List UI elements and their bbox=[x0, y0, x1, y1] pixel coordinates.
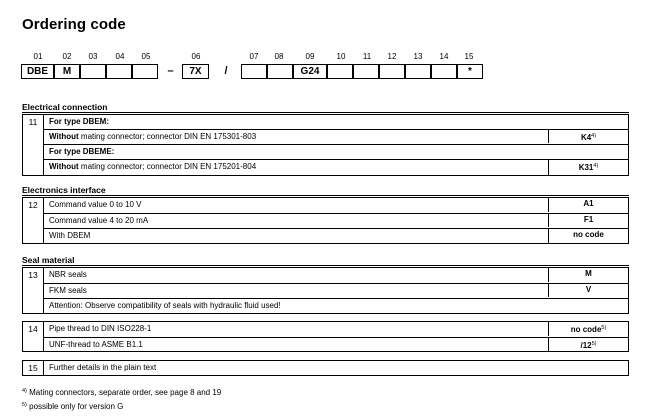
position-number: 15 bbox=[464, 52, 474, 61]
code-box-04 bbox=[106, 64, 132, 79]
code-box-09: G24 bbox=[293, 64, 327, 79]
row-label: NBR seals bbox=[49, 270, 87, 279]
thread-table bbox=[22, 321, 629, 352]
code-box-15: * bbox=[457, 64, 483, 79]
code-box-03 bbox=[80, 64, 106, 79]
row-label: Command value 4 to 20 mA bbox=[49, 216, 149, 225]
position-number: 13 bbox=[413, 52, 423, 61]
row-label: Further details in the plain text bbox=[49, 363, 157, 372]
code-box-13 bbox=[405, 64, 431, 79]
code-box-10 bbox=[327, 64, 353, 79]
seal-material-table bbox=[22, 267, 629, 314]
row-label: FKM seals bbox=[49, 286, 87, 295]
code-box-05 bbox=[132, 64, 158, 79]
table-row bbox=[44, 283, 628, 297]
row-code: K4$^{4)}$ bbox=[548, 129, 628, 143]
row-number: 15 bbox=[23, 361, 44, 375]
row-code: A1 bbox=[548, 198, 628, 212]
code-box-14 bbox=[431, 64, 457, 79]
dbeme-header: For type DBEME: bbox=[49, 147, 115, 156]
table-row bbox=[44, 337, 628, 351]
section-divider bbox=[22, 112, 629, 113]
row-label: Command value 0 to 10 V bbox=[49, 200, 142, 209]
code-box-08 bbox=[267, 64, 293, 79]
table-row bbox=[44, 268, 628, 282]
table-row bbox=[44, 144, 628, 158]
attention-note: Attention: Observe compatibility of seals with hydraulic fluid used! bbox=[49, 301, 281, 310]
position-number: 06 bbox=[191, 52, 201, 61]
position-number: 14 bbox=[439, 52, 449, 61]
code-box-02: M bbox=[54, 64, 80, 79]
section-title-electronics: Electronics interface bbox=[22, 185, 106, 195]
row-number: 14 bbox=[23, 322, 44, 351]
page-title: Ordering code bbox=[22, 16, 126, 33]
dbem-header: For type DBEM: bbox=[49, 117, 109, 126]
row-label: With DBEM bbox=[49, 231, 91, 240]
code-box-07 bbox=[241, 64, 267, 79]
code-separator-slash: / bbox=[224, 65, 228, 77]
row-label: Without mating connector; connector DIN EN 175201-804 bbox=[49, 162, 257, 171]
section-title-seal: Seal material bbox=[22, 255, 75, 265]
row-code: M bbox=[548, 268, 628, 282]
position-number: 12 bbox=[387, 52, 397, 61]
table-row bbox=[44, 228, 628, 243]
table-row bbox=[44, 361, 628, 375]
row-code: /12$^{5)}$ bbox=[548, 337, 628, 351]
position-number: 03 bbox=[88, 52, 98, 61]
electrical-connection-table bbox=[22, 114, 629, 176]
electronics-interface-table bbox=[22, 197, 629, 244]
row-code: K31$^{4)}$ bbox=[548, 159, 628, 176]
row-label: Without mating connector; connector DIN EN 175301-803 bbox=[49, 132, 257, 141]
position-number: 05 bbox=[141, 52, 151, 61]
position-number: 11 bbox=[362, 52, 372, 61]
row-number: 12 bbox=[23, 198, 44, 243]
position-number: 01 bbox=[33, 52, 43, 61]
row-label: Pipe thread to DIN ISO228-1 bbox=[49, 324, 152, 333]
row-number: 11 bbox=[23, 115, 44, 175]
table-row bbox=[44, 159, 628, 175]
code-box-11 bbox=[353, 64, 379, 79]
footnote-4: $^{4)}$ Mating connectors, separate order, see page 8 and 19 bbox=[22, 388, 222, 397]
position-number: 04 bbox=[115, 52, 125, 61]
table-row bbox=[44, 129, 628, 143]
position-number: 02 bbox=[62, 52, 72, 61]
section-divider bbox=[22, 195, 629, 196]
table-row bbox=[44, 322, 628, 336]
row-label: UNF-thread to ASME B1.1 bbox=[49, 340, 143, 349]
row-code: F1 bbox=[548, 213, 628, 227]
code-box-06: 7X bbox=[182, 64, 209, 79]
table-row bbox=[44, 115, 628, 129]
code-separator-dash: – bbox=[167, 65, 174, 77]
row-number: 13 bbox=[23, 268, 44, 313]
section-title-electrical: Electrical connection bbox=[22, 102, 108, 112]
further-details-table bbox=[22, 360, 629, 376]
row-code: no code$^{5)}$ bbox=[548, 322, 628, 336]
position-number: 10 bbox=[336, 52, 346, 61]
section-divider bbox=[22, 265, 629, 266]
code-box-01: DBE bbox=[21, 64, 54, 79]
footnote-5: $^{5)}$ possible only for version G bbox=[22, 402, 124, 411]
row-code: no code bbox=[548, 228, 628, 244]
position-number: 07 bbox=[249, 52, 259, 61]
row-code: V bbox=[548, 283, 628, 297]
code-box-12 bbox=[379, 64, 405, 79]
position-number: 08 bbox=[274, 52, 284, 61]
table-row bbox=[44, 298, 628, 313]
position-number: 09 bbox=[305, 52, 315, 61]
table-row bbox=[44, 198, 628, 212]
table-row bbox=[44, 213, 628, 227]
